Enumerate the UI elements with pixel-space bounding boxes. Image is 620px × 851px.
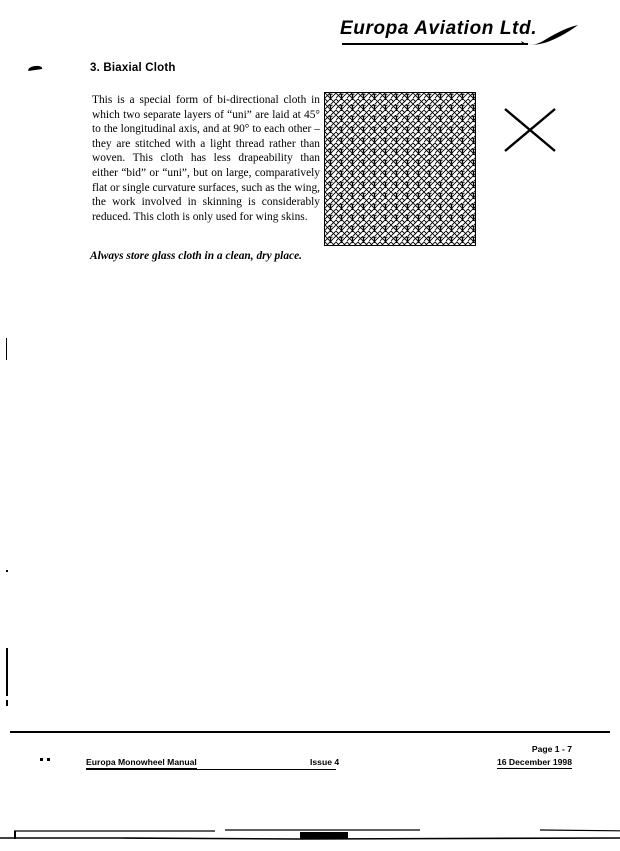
fibre-orientation-x-symbol [500, 104, 560, 156]
footer-date: 16 December 1998 [496, 757, 572, 767]
footer-divider-rule [10, 731, 610, 733]
scan-artifact-corner-mark [28, 65, 42, 71]
footer-manual-title: Europa Monowheel Manual [86, 757, 197, 767]
footer-underline [86, 769, 336, 770]
scan-artifact-edge-mark [6, 700, 8, 706]
biaxial-cloth-swatch-figure [324, 92, 476, 246]
aircraft-swoosh-icon [520, 24, 582, 50]
storage-note: Always store glass cloth in a clean, dry place. [90, 250, 302, 262]
company-logo-text: Europa Aviation Ltd. [340, 18, 538, 39]
section-heading: 3. Biaxial Cloth [90, 62, 176, 74]
page-footer [0, 742, 620, 776]
footer-issue: Issue 4 [310, 757, 340, 767]
scan-artifact-edge-mark [6, 338, 7, 360]
company-logo [340, 18, 572, 52]
scan-artifact-edge-mark [6, 570, 8, 572]
footer-page-number: Page 1 - 7 [531, 744, 572, 754]
scan-artifact-edge-mark [6, 648, 8, 696]
scan-artifact-speckles [40, 758, 56, 761]
body-paragraph: This is a special form of bi-directional cloth in which two separate layers of “uni” are laid at 45° to the longitudinal axis, and at 90° to each other – they are stitched with a light thread rather than woven. This cloth has less drapeability than either “bid” or “uni”, but on large, comparatively flat or single curvature surfaces, such as the wing, the work involved in skinning is considerably reduced. This cloth is only used for wing skins. [92, 94, 320, 223]
scan-artifact-bottom-edge [0, 826, 620, 846]
cloth-weave-illustration [325, 93, 475, 245]
logo-underline [342, 43, 528, 45]
